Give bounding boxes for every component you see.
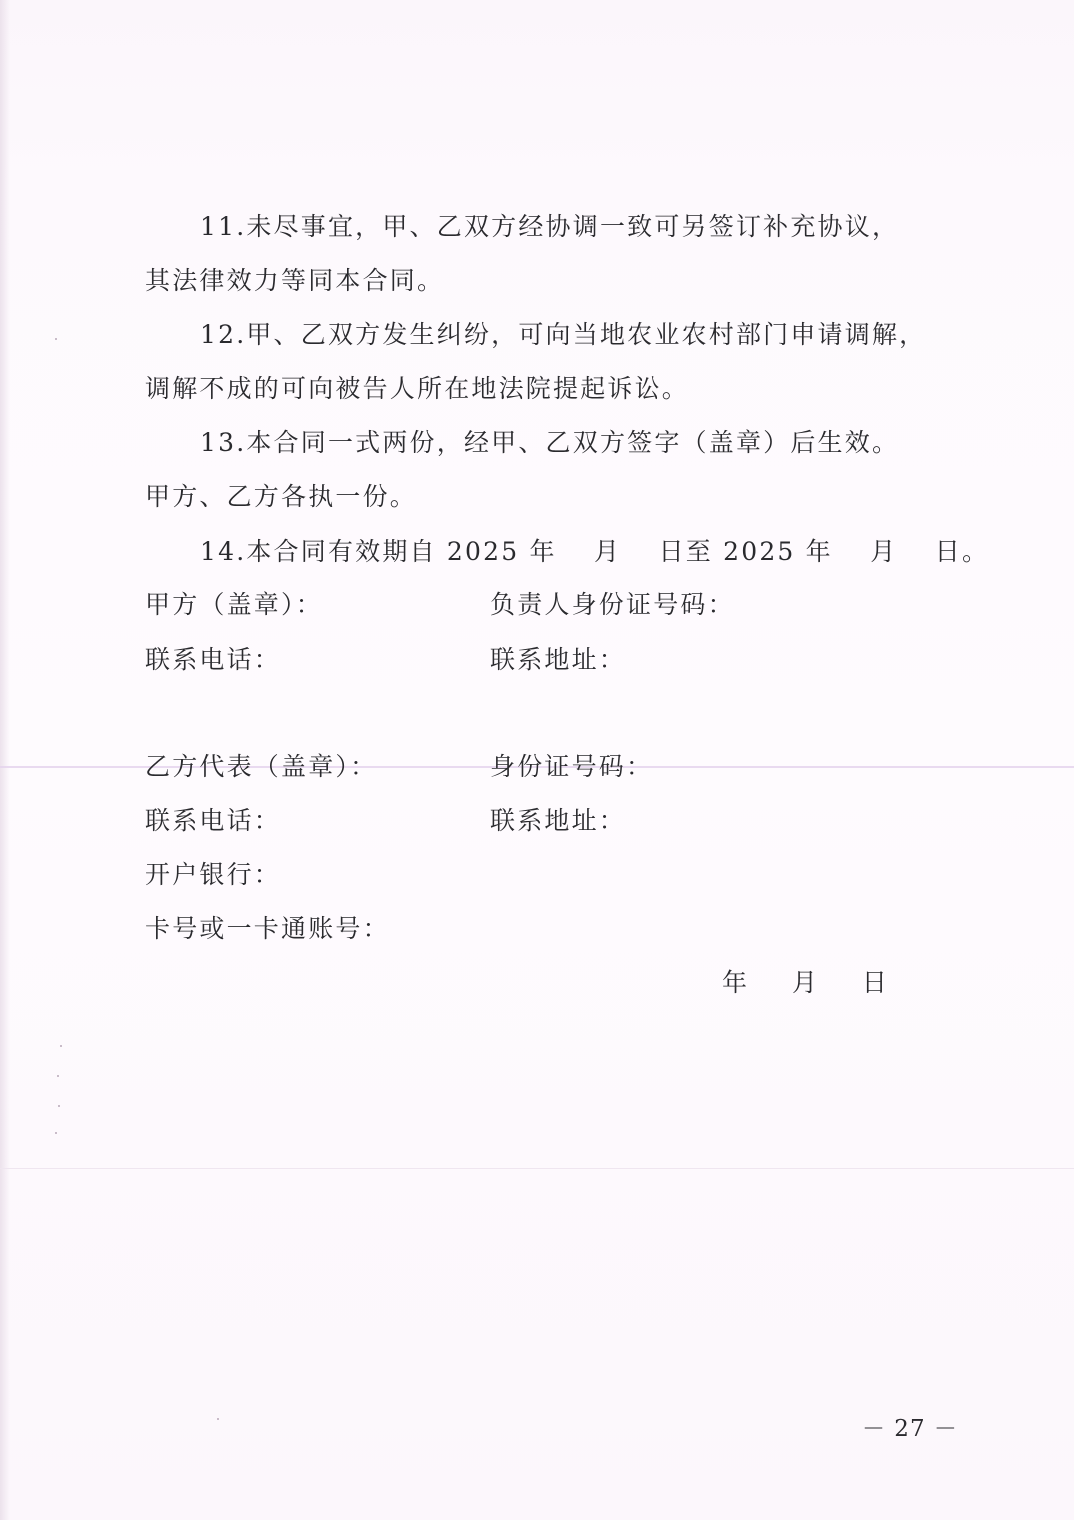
signing-date-line: 年 月 日 bbox=[722, 968, 891, 997]
scan-fold-line-lower bbox=[0, 1168, 1074, 1169]
party-b-bank-label: 开户银行： bbox=[145, 860, 282, 889]
clause-11-line-1: 11.未尽事宜，甲、乙双方经协调一致可另签订补充协议， bbox=[200, 212, 900, 241]
party-b-id-label: 身份证号码： bbox=[490, 752, 654, 781]
page-number: － 27 － bbox=[862, 1416, 958, 1442]
clause-14-line-1: 14.本合同有效期自 2025 年 月 日至 2025 年 月 日。 bbox=[200, 537, 990, 566]
scan-speck bbox=[55, 1132, 57, 1134]
clause-13-line-2: 甲方、乙方各执一份。 bbox=[145, 482, 418, 511]
party-a-seal-label: 甲方（盖章）： bbox=[145, 590, 323, 619]
party-b-account-label: 卡号或一卡通账号： bbox=[145, 914, 390, 943]
party-b-rep-label: 乙方代表（盖章）： bbox=[145, 752, 378, 781]
party-b-address-label: 联系地址： bbox=[490, 806, 627, 835]
scan-speck bbox=[217, 1418, 219, 1420]
clause-12-line-1: 12.甲、乙双方发生纠纷，可向当地农业农村部门申请调解， bbox=[200, 320, 927, 349]
clause-12-line-2: 调解不成的可向被告人所在地法院提起诉讼。 bbox=[145, 374, 690, 403]
clause-11-line-2: 其法律效力等同本合同。 bbox=[145, 266, 445, 295]
party-a-address-label: 联系地址： bbox=[490, 645, 627, 674]
scan-speck bbox=[55, 338, 57, 340]
clause-13-line-1: 13.本合同一式两份，经甲、乙双方签字（盖章）后生效。 bbox=[200, 428, 900, 457]
scan-edge-shadow bbox=[0, 0, 10, 1520]
party-b-phone-label: 联系电话： bbox=[145, 806, 282, 835]
scan-speck bbox=[58, 1105, 60, 1107]
scan-speck bbox=[57, 1075, 59, 1077]
party-a-id-label: 负责人身份证号码： bbox=[490, 590, 735, 619]
party-a-phone-label: 联系电话： bbox=[145, 645, 282, 674]
scan-speck bbox=[60, 1045, 62, 1047]
